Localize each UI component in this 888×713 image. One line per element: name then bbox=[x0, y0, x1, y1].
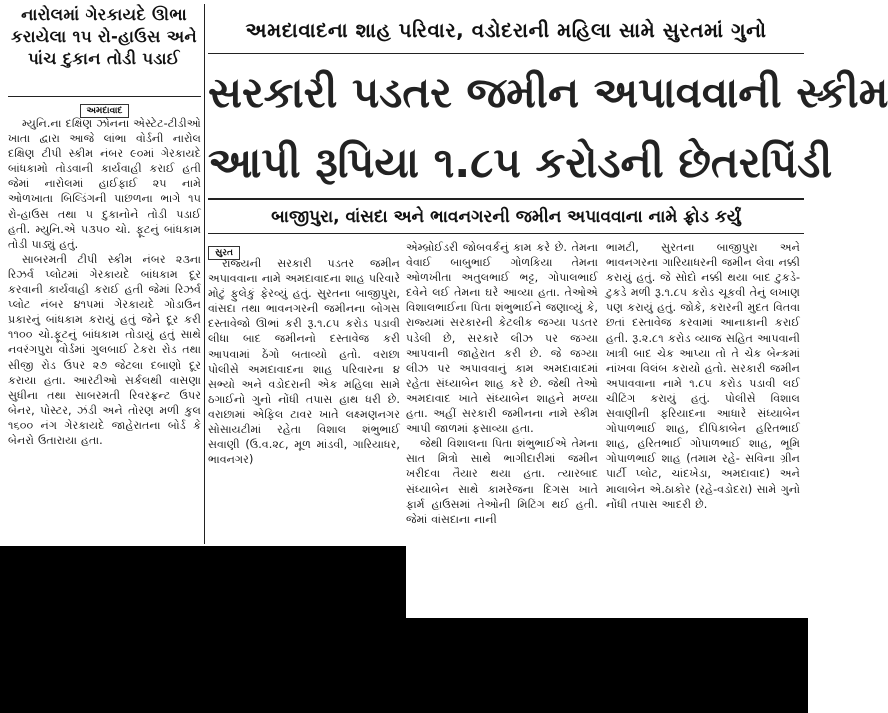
main-column-2-text-b: જેથી વિશાલના પિતા શંભુભાઈએ તેમના સાત મિત્રો સાથે ભાગીદારીમાં જમીન ખરીદવા તૈયાર થયા હતા. ત્યારબાદ સંધ્યાબેન સાથે કામરેજના દિગસ ખાતે ફાર્મ હાઉસમાં તેઓની મિટિંગ થઈ હતી. જેમાં વાંસદાના નાની bbox=[406, 437, 598, 526]
main-column-3-text: ભામટી, સુરતના બાજીપુરા અને ભાવનગરના ગારિયાધરની જમીન લેવા નક્કી કરાયું હતું. જે સોદો નક્કી થયા બાદ ટુકડે-ટુકડે મળી રૂ.૧.૮૫ કરોડ ચૂકવી તેનું લખાણ પણ કરાયું હતું. જોકે, કરારની મુદત વિતવા છતાં દસ્તાવેજ કરવામાં આનાકાની કરાઈ હતી. રૂ.૨.૮૧ કરોડ વ્યાજ સહિત આપવાની ખાત્રી બાદ ચેક આપ્યા તો તે ચેક બેન્કમાં નાંખવા વિલંબ કરાયો હતો. સરકારી જમીન અપાવવાના નામે ૧.૮૫ કરોડ પડાવી લઈ ચીટિંગ કરાયું હતું. પોલીસે વિશાલ સવાણીની ફરિયાદના આધારે સંધ્યાબેન ગોપાળભાઈ શાહ, દીપિકાબેન હરિતભાઈ શાહ, હરિતભાઈ ગોપાળભાઈ શાહ, ભૂમિ ગોપાળભાઈ શાહ (તમામ રહે- સવિના ગ્રીન પાર્ટી પ્લોટ, ચાંદખેડા, અમદાવાદ) અને માલાબેન એ.ઠાકોર (રહે-વડોદરા) સામે ગુનો નોંધી તપાસ આદરી છે. bbox=[606, 241, 800, 511]
main-column-3 bbox=[606, 240, 800, 618]
column-divider bbox=[204, 4, 205, 544]
kicker: અમદાવાદના શાહ પરિવાર, વડોદરાની મહિલા સામે સુરતમાં ગુનો bbox=[208, 6, 804, 54]
sidebar-body bbox=[8, 116, 201, 540]
sidebar-paragraph-2: સાબરમતી ટીપી સ્કીમ નંબર ૨૩ના રિઝર્વ પ્લોટમાં ગેરકાયદે બાંધકામ દૂર કરવાની કાર્યવાહી કરાઈ હતી જેમાં રિઝર્વ પ્લોટ નંબર ૪૧૫માં ગેરકાયદે ગોડાઉન પ્રકારનું બાંધકામ કરાયું હતું જેને દૂર કરી ૧૧૦૦ ચો.ફૂટનું બાંધકામ તોડાયું હતું સાથે નવરંગપુરા વોર્ડમાં ગુલબાઈ ટેકરા રોડ તથા સીજી રોડ ઉપર ૨૭ જેટલા દબાણો દૂર કરાયા હતા. આરટીઓ સર્કલથી વાસણા સુધીના તથા સાબરમતી રિવરફ્રન્ટ ઉપર બેનર, પોસ્ટર, ઝંડી અને તોરણ મળી કુલ ૧૬૦૦ નંગ ગેરકાયદે જાહેરાતના બોર્ડ કે બેનરો ઉતારાયા હતા. bbox=[8, 252, 201, 447]
main-column-1-text: રાજ્યની સરકારી પડતર જમીન અપાવવાના નામે અમદાવાદના શાહ પરિવારે મોટું ફુલેકું ફેરવ્યું હતું. સુરતના બાજીપુરા, વાંસદા તથા ભાવનગરની જમીનના બોગસ દસ્તાવેજો ઊભાં કરી રૂ.૧.૮૫ કરોડ પડાવી લીધા બાદ જમીનનો દસ્તાવેજ કરી આપવામાં ઠેંગો બતાવ્યો હતો. વરાછા પોલીસે અમદાવાદના શાહ પરિવારના ૪ સભ્યો અને વડોદરાની એક મહિલા સામે ઠગાઈનો ગુનો નોંધી તપાસ હાથ ધરી છે. વરાછામાં એફિલ ટાવર ખાતે લક્ષ્મણનગર સોસાયટીમાં રહેતા વિશાલ શંભુભાઈ સવાણી (ઉ.વ.૨૮, મૂળ માંડવી, ગારિયાધર, ભાવનગર) bbox=[208, 257, 400, 467]
sidebar-rule bbox=[8, 96, 201, 97]
main-dateline-label: સુરત bbox=[208, 246, 240, 260]
sidebar-paragraph-1: મ્યુનિ.ના દક્ષિણ ઝોનના એસ્ટેટ-ટીડીઓ ખાતા દ્વારા આજે લાંભા વોર્ડની નારોલ દક્ષિણ ટીપી સ્કીમ નંબર ૯૦માં ગેરકાયદે બાંધકામો તોડવાની કાર્યવાહી કરાઈ હતી જેમાં નારોલમાં હાઈફાઈ ૨૫ નામે ઓળખાતા બિલ્ડિંગની પાછળના ભાગે ૧૫ રો-હાઉસ તથા ૫ દુકાનોને તોડી પડાઈ હતી. મ્યુનિ.એ ૫૩૫૦ ચો. ફૂટનું બાંધકામ તોડી પાડ્યું હતું. bbox=[8, 117, 201, 251]
headline-line-1: સરકારી પડતર જમીન અપાવવાની સ્કીમ bbox=[208, 68, 888, 117]
headline-line-2: આપી રૂપિયા ૧.૮૫ કરોડની છેતરપિંડી bbox=[208, 138, 833, 187]
main-column-1 bbox=[208, 256, 400, 544]
main-column-2 bbox=[406, 240, 598, 618]
black-block-bottom bbox=[0, 618, 808, 713]
sidebar-dateline bbox=[8, 98, 201, 118]
sidebar-headline: નારોલમાં ગેરકાયદે ઊભા કરાયેલા ૧૫ રો-હાઉસ અને પાંચ દુકાન તોડી પડાઈ bbox=[10, 5, 198, 68]
sidebar-dateline-label: અમદાવાદ bbox=[80, 104, 130, 118]
main-column-2-text-a: એમ્બ્રોઈડરી જોબવર્કનું કામ કરે છે. તેમના વેવાઈ બાબુભાઈ ગોળકિયા તેમના ઓળખીતા અતુલભાઈ ભટ્ટ, ગોપાલભાઈ દવેને લઈ તેમના ઘરે આવ્યા હતા. તેઓએ વિશાલભાઈના પિતા શંભુભાઈને જણાવ્યું કે, રાજ્યમાં સરકારની કેટલીક જગ્યા પડતર પડેલી છે, સરકારે લીઝ પર જગ્યા આપવાની જાહેરાત કરી છે. જે જગ્યા લીઝ પર અપાવવાનું કામ અમદાવાદમાં રહેતા સંધ્યાબેન શાહ કરે છે. જેથી તેઓ અમદાવાદ ખાતે સંધ્યાબેન શાહને મળ્યા હતા. અહીં સરકારી જમીનના નામે સ્કીમ આપી જાળમાં ફસાવ્યા હતા. bbox=[406, 241, 598, 436]
subhead: બાજીપુરા, વાંસદા અને ભાવનગરની જમીન અપાવવાના નામે ફ્રોડ કર્યું bbox=[208, 198, 804, 234]
